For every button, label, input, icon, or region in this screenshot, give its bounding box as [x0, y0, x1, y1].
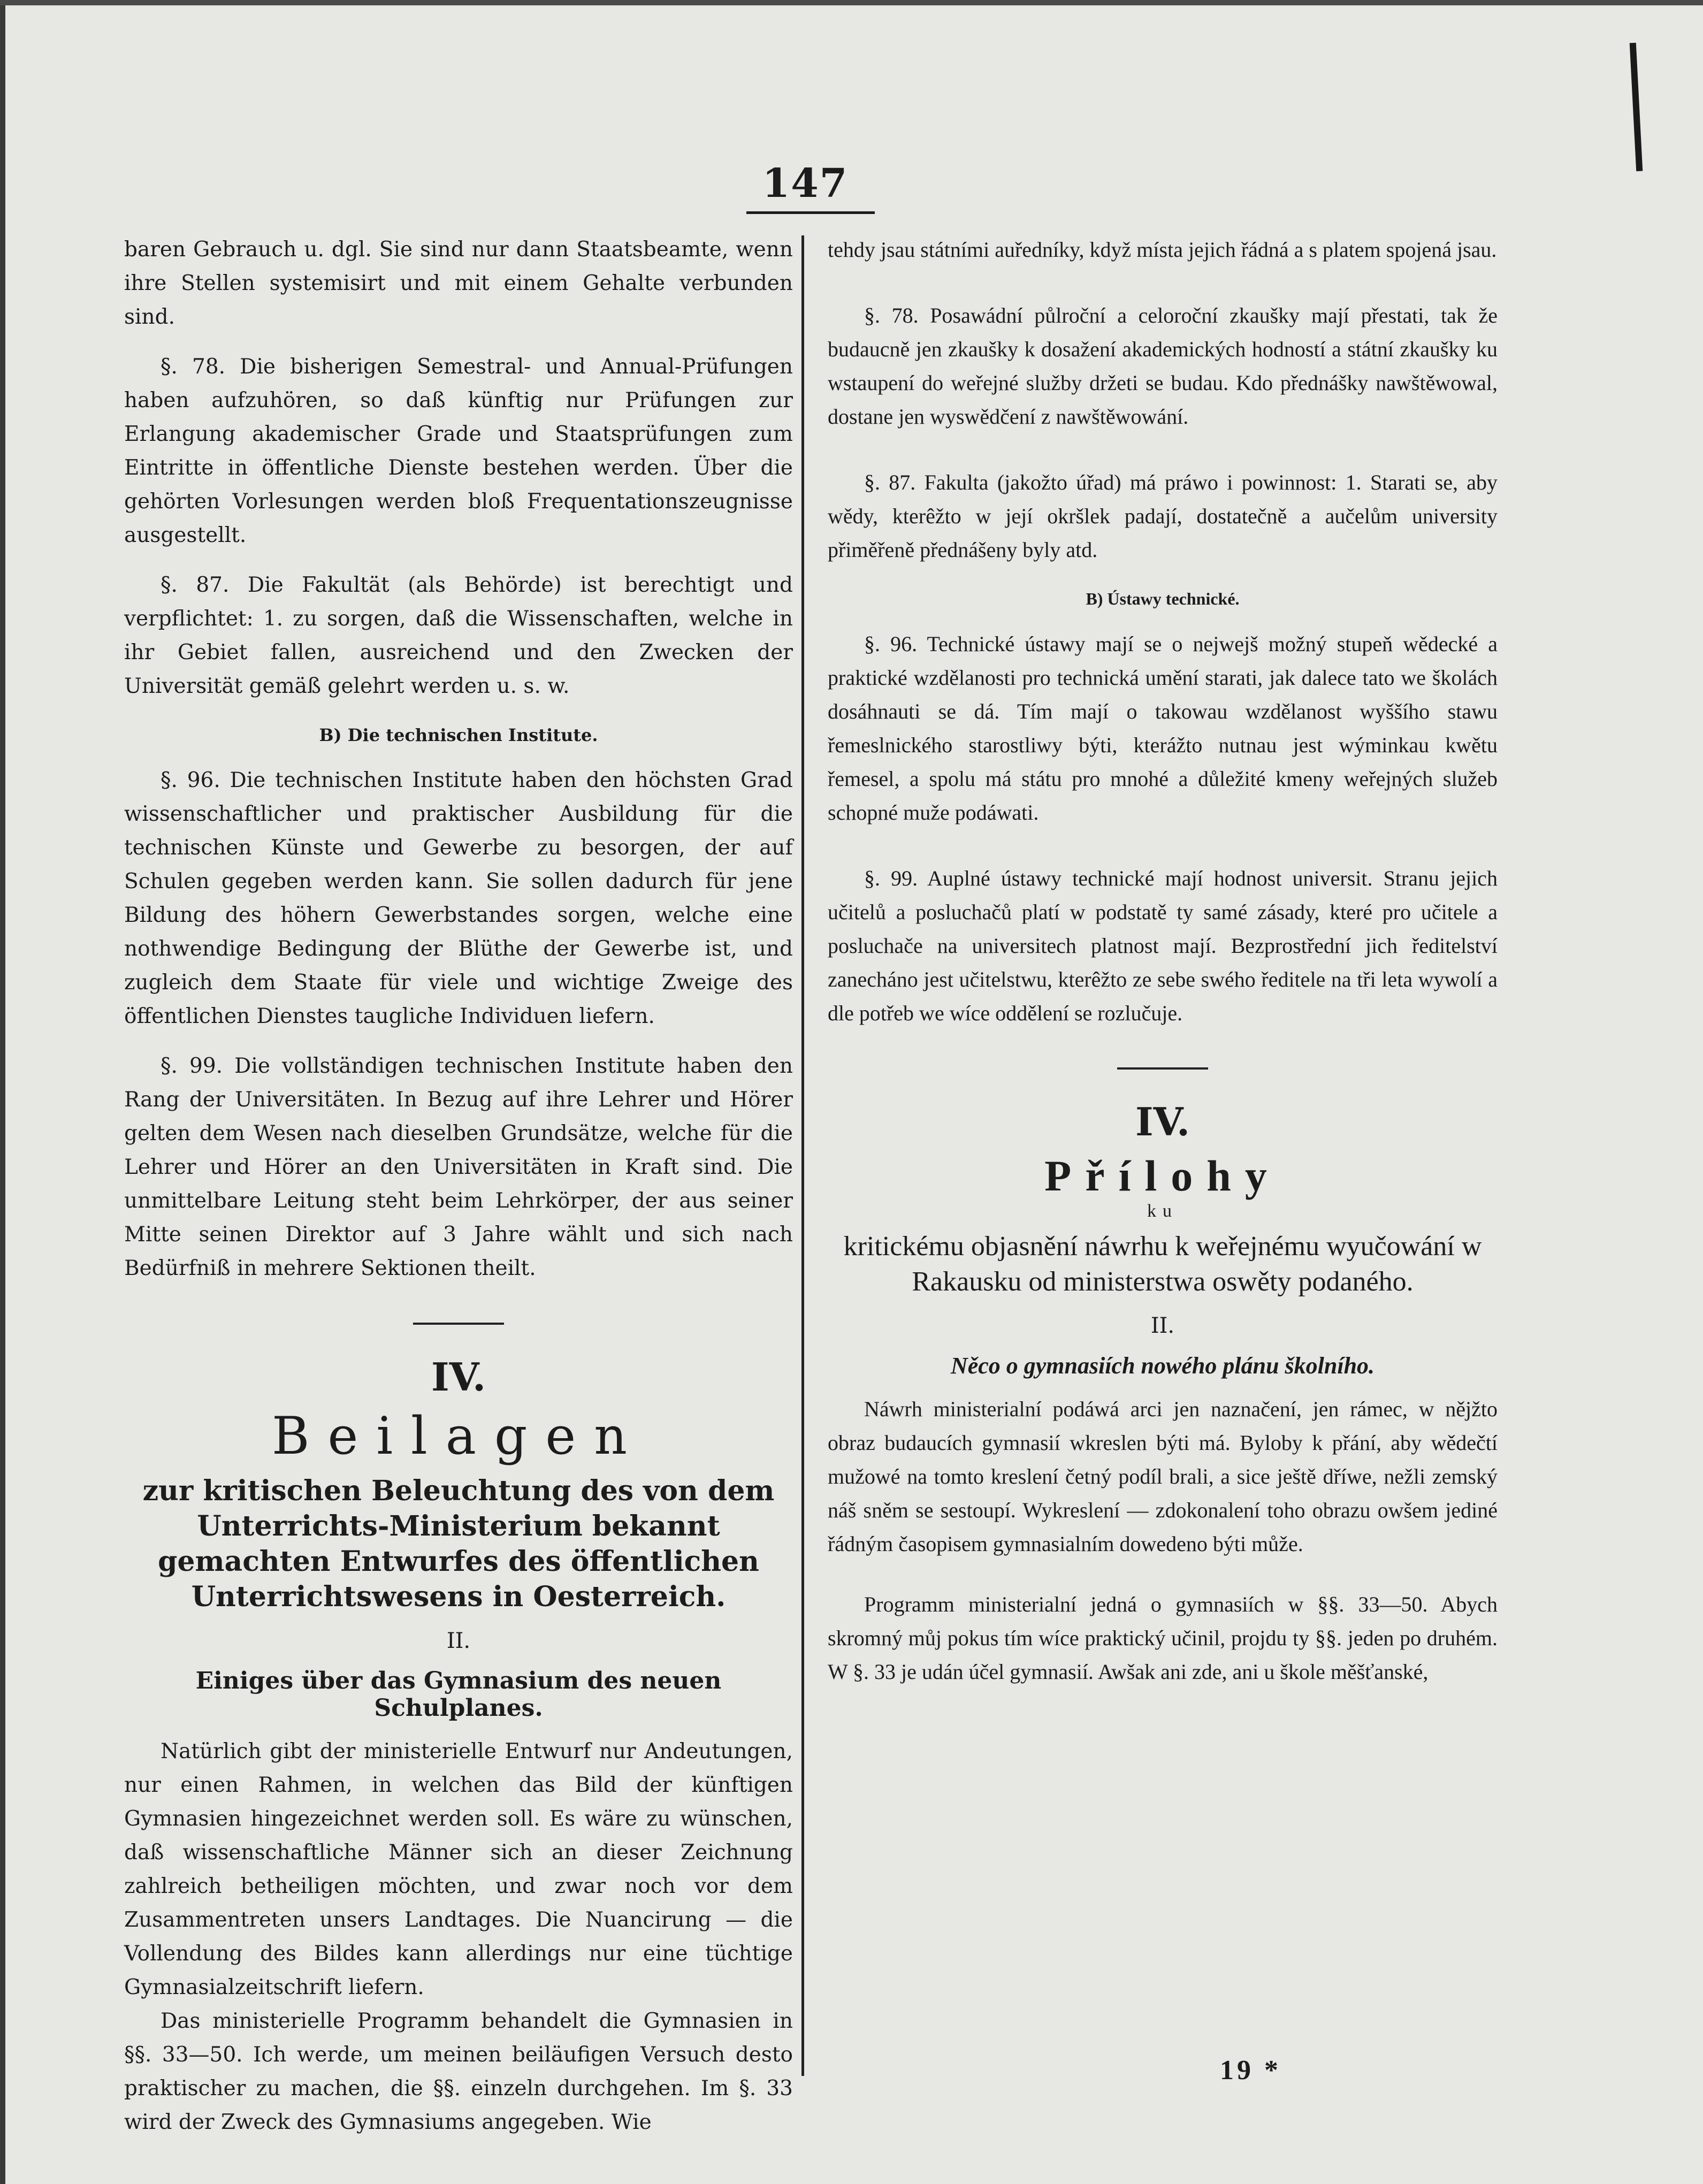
section-divider	[1117, 1067, 1208, 1070]
page-number: 147	[762, 161, 849, 207]
czech-paragraph: §. 96. Technické ústawy mají se o nejwejš možný stupeň wědecké a praktické wzdělanosti pro technická umění starati, jak dalece tato we školách dosáhnauti se dá. Tím mají o takowau wzdělanost wyššího stawu řemeslnického starostliwy býti, kterážto nutnau jest wýminkau kwětu řemesel, a spolu má státu pro mnohé a důležité kmeny weřejných služeb schopné muže podáwati.	[828, 632, 1498, 824]
scan-edge-top	[0, 0, 1703, 5]
page-number-rule	[746, 211, 875, 214]
czech-paragraph: §. 87. Fakulta (jakožto úřad) má práwo i powinnost: 1. Starati se, aby wědy, kterêžto w její okršlek padají, dostatečně a aučelům university přiměřeně přednášeny byly atd.	[828, 470, 1498, 562]
german-paragraph: §. 96. Die technischen Institute haben den höchsten Grad wissenschaftlicher und praktischer Ausbildung für die technischen Künste und Gewerbe zu besorgen, der auf Schulen gegeben werden kann. Sie sollen dadurch für jene Bildung des höhern Gewerbstandes sorgen, welche eine nothwendige Bedingung der Blüthe der Gewerbe ist, und zugleich dem Staate für viele und wichtige Zweige des öffentlichen Dienstes taugliche Individuen liefern.	[124, 768, 793, 1028]
czech-paragraph: tehdy jsau státními auředníky, když místa jejich řádná a s platem spojená jsau.	[828, 238, 1497, 262]
german-part-number: IV.	[431, 1354, 486, 1400]
german-paragraph: §. 87. Die Fakultät (als Behörde) ist berechtigt und verpflichtet: 1. zu sorgen, daß die Wissenschaften, welche in ihr Gebiet fallen, ausreichend und den Zwecken der Universität gemäß gelehrt werden u. s. w.	[124, 573, 793, 698]
scan-edge-left	[0, 0, 5, 2184]
german-section-heading: B) Die technischen Institute.	[319, 725, 598, 745]
czech-paragraph: §. 99. Auplné ústawy technické mají hodnost universit. Stranu jejich učitelů a posluchačů platí w podstatě ty samé zásady, které pro učitele a posluchače na universitech platnost mají. Bezprostřední jich ředitelství zanecháno jest učitelstwu, kterêžto ze sebe swého ředitele na tři leta wywolí a dle potřeb we wíce oddělení se rozlučuje.	[828, 866, 1498, 1025]
czech-paragraph: Náwrh ministerialní podáwá arci jen naznačení, jen rámec, w nějžto obraz budaucích gymnasií wkreslen býti má. Byloby k přání, aby wědečtí mužowé na tomto kreslení četný podíl brali, a sice ještě dříwe, nežli zemský náš sněm se sestoupí. Wykreslení — zdokonalení toho obrazu owšem jediné řádným časopisem gymnasialním dowedeno býti může.	[828, 1397, 1498, 1556]
german-paragraph: baren Gebrauch u. dgl. Sie sind nur dann Staatsbeamte, wenn ihre Stellen systemisirt und mit einem Gehalte verbunden sind.	[124, 238, 793, 329]
czech-part-number: IV.	[1135, 1099, 1190, 1144]
czech-part-title: Přílohy	[1044, 1151, 1281, 1200]
czech-section-heading: B) Ústawy technické.	[1086, 589, 1240, 608]
german-subsection-number: II.	[446, 1629, 471, 1653]
german-paragraph: Das ministerielle Programm behandelt die Gymnasien in §§. 33—50. Ich werde, um meinen beiläufigen Versuch desto praktischer zu machen, die §§. einzeln durchgehen. Im §. 33 wird der Zweck des Gymnasiums angegeben. Wie	[124, 2009, 793, 2134]
german-part-title: Beilagen	[271, 1406, 646, 1466]
german-paragraph: Natürlich gibt der ministerielle Entwurf nur Andeutungen, nur einen Rahmen, in welchen das Bild der künftigen Gymnasien hingezeichnet werden soll. Es wäre zu wünschen, daß wissenschaftliche Männer sich an dieser Zeichnung zahlreich betheiligen möchten, und zwar noch vor dem Zusammentreten unsers Landtages. Die Nuancirung — die Vollendung des Bildes kann allerdings nur eine tüchtige Gymnasialzeitschrift liefern.	[124, 1739, 793, 1999]
binding-mark	[1630, 43, 1643, 171]
german-column	[124, 233, 793, 2139]
signature-mark: 19 *	[1220, 2055, 1281, 2086]
czech-column	[828, 233, 1498, 1689]
german-part-subtitle: zur kritischen Beleuchtung des von dem Unterrichts-Ministerium bekannt gemachten Entwurfes des öffentlichen Unterrichtswesens in Oesterreich.	[142, 1475, 775, 1613]
german-paragraph: §. 78. Die bisherigen Semestral- und Annual-Prüfungen haben aufzuhören, so daß künftig nur Prüfungen zur Erlangung akademischer Grade und Staatsprüfungen zum Eintritte in öffentliche Dienste bestehen werden. Über die gehörten Vorlesungen werden bloß Frequentationszeugnisse ausgestellt.	[124, 355, 793, 547]
czech-subsection-number: II.	[1150, 1314, 1175, 1338]
column-divider	[801, 235, 804, 2076]
german-paragraph: §. 99. Die vollständigen technischen Institute haben den Rang der Universitäten. In Bezug auf ihre Lehrer und Hörer gelten dem Wesen nach dieselben Grundsätze, welche für die Lehrer und Hörer an den Universitäten in Kraft sind. Die unmittelbare Leitung steht beim Lehrkörper, der aus seiner Mitte seinen Direktor auf 3 Jahre wählt und sich nach Bedürfniß in mehrere Sektionen theilt.	[124, 1054, 793, 1280]
czech-paragraph: §. 78. Posawádní půlroční a celoroční zkaušky mají přestati, tak že budaucně jen zkaušky k dosažení akademických hodností a státní zkaušky ku wstaupení do weřejné služby držeti se budau. Kdo přednášky nawštěwowal, dostane jen wyswědčení z nawštěwowání.	[828, 303, 1498, 429]
german-subsection-heading: Einiges über das Gymnasium des neuen Schulplanes.	[195, 1667, 722, 1722]
czech-subsection-heading: Něco o gymnasiích nowého plánu školního.	[950, 1353, 1375, 1379]
czech-part-subtitle: kritickému objasnění náwrhu k weřejnému wyučowání w Rakausku od ministerstwa oswěty podaného.	[843, 1231, 1482, 1297]
czech-part-ku: ku	[1147, 1201, 1178, 1221]
section-divider	[413, 1323, 504, 1325]
czech-paragraph: Programm ministerialní jedná o gymnasiích w §§. 33—50. Abych skromný můj pokus tím wíce praktický učinil, projdu ty §§. jeden po druhém. W §. 33 je udán účel gymnasií. Awšak ani zde, ani u škole měšťanské,	[828, 1592, 1498, 1684]
